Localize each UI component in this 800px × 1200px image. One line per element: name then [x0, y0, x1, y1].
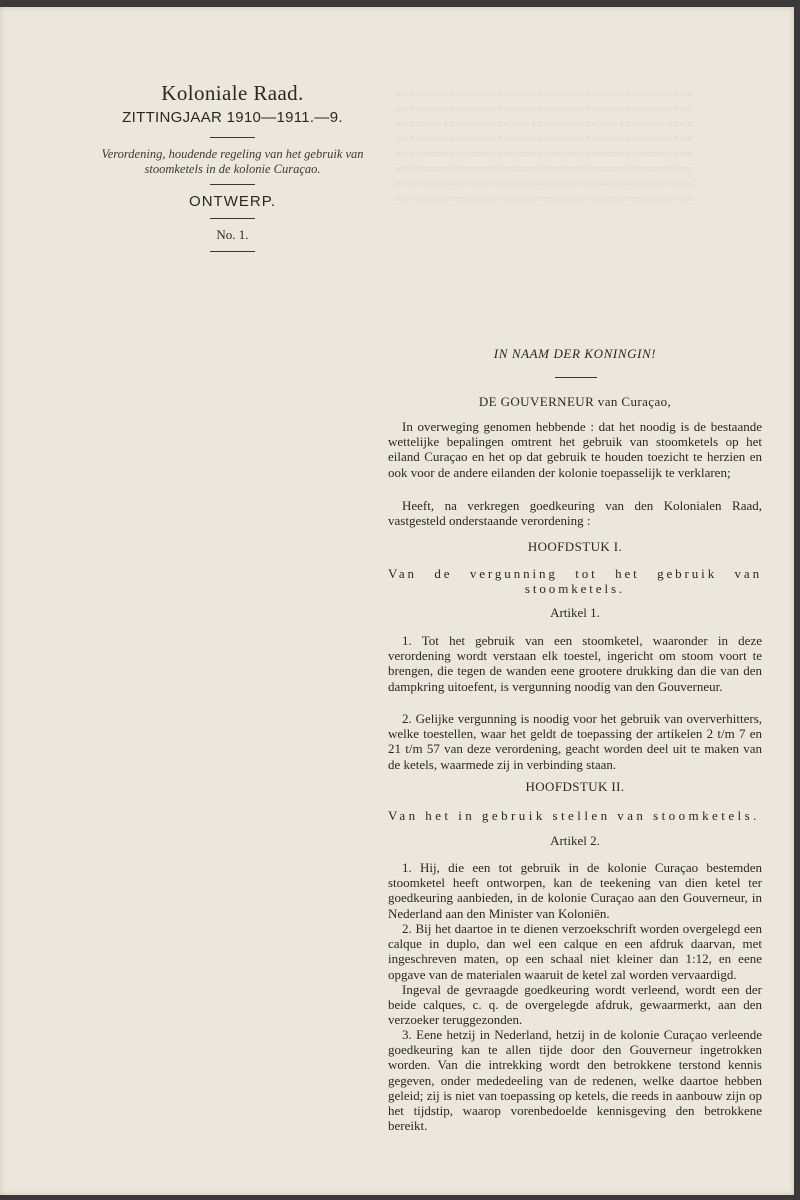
session-year: ZITTINGJAAR 1910—1911.—9. — [122, 109, 343, 126]
document-number: No. 1. — [216, 227, 249, 242]
council-title: Koloniale Raad. — [161, 81, 304, 105]
article-paragraph: Ingeval de gevraagde goedkeuring wordt verleend, wordt een der beide calques, c. q. de overgelegde afdruk, gewaarmerkt, aan den verzoeker teruggezonden. — [388, 982, 762, 1028]
invocation: IN NAAM DER KONINGIN! — [493, 346, 657, 361]
preamble-paragraph: In overweging genomen hebbende : dat het noodig is de bestaande wettelijke bepalingen omtrent het gebruik van stoomketels op het eiland Curaçao en het op dat gebruik te houden toezicht te herzien en ook voor de andere eilanden der kolonie toepasselijk te verklaren; — [388, 419, 762, 480]
divider — [210, 137, 255, 138]
governor-line: DE GOUVERNEUR van Curaçao, — [478, 394, 672, 409]
chapter-title: Van de vergunning tot het gebruik van stoomketels. — [388, 566, 762, 597]
divider — [555, 377, 597, 378]
article-paragraph: 3. Eene hetzij in Nederland, hetzij in de kolonie Curaçao verleende goedkeuring kan te allen tijde door den Gouverneur ingetrokken worden. Van die intrekking wordt den betrokkene terstond kennis gegeven, onder mededeeling van de redenen, welke daartoe hebben geleid; zij is niet van toepassing op ketels, die reeds in aanbouw zijn op het tijdstip, waarop vorenbedoelde kennisgeving den betrokkene bereikt. — [388, 1027, 762, 1134]
chapter-title: Van het in gebruik stellen van stoomketels. — [388, 808, 760, 823]
chapter-heading: HOOFDSTUK II. — [525, 779, 625, 794]
chapter-heading: HOOFDSTUK I. — [527, 539, 623, 554]
article-paragraph: 2. Gelijke vergunning is noodig voor het gebruik van oververhitters, welke toestellen, waar het geldt de toepassing der artikelen 2 t/m 7 en 21 t/m 57 van deze verordening, geacht worden deel uit te maken van de ketels, waarmede zij in verbinding staan. — [388, 711, 762, 772]
divider — [210, 184, 255, 185]
article-paragraph: 1. Hij, die een tot gebruik in de kolonie Curaçao bestemden stoomketel heeft ontworpen, kan de teekening van dien ketel ter goedkeuring aanbieden, in de kolonie Curaçao aan den Gouverneur, in Nederland aan den Minister van Koloniën. — [388, 860, 762, 921]
article-paragraph: 2. Bij het daartoe in te dienen verzoekschrift worden overgelegd een calque in duplo, dan wel een calque en een afdruk daarvan, met ingeschreven maten, op een schaal niet kleiner dan 1:12, en eene opgave van de materialen waaruit de ketel zal worden vervaardigd. — [388, 921, 762, 982]
preamble-paragraph: Heeft, na verkregen goedkeuring van den Kolonialen Raad, vastgesteld onderstaande verordening : — [388, 498, 762, 529]
article-heading: Artikel 1. — [550, 605, 600, 620]
divider — [210, 251, 255, 252]
divider — [210, 218, 255, 219]
article-paragraph: 1. Tot het gebruik van een stoomketel, waaronder in deze verordening wordt verstaan elk toestel, ingericht om stoom voort te brengen, die tegen de wanden eene grootere drukking dan die van den dampkring uitoefent, is vergunning noodig van den Gouverneur. — [388, 633, 762, 694]
draft-label: ONTWERP. — [189, 193, 276, 210]
show-through-texture: ≡≡≡≡≡≡≡≡≡≡≡≡≡≡≡≡≡≡≡≡≡≡≡≡≡≡≡≡≡≡≡≡≡≡≡≡≡≡≡≡≡≡≡≡ ≡≡≡≡≡≡≡≡≡≡≡≡≡≡≡≡≡≡≡≡≡≡≡≡≡≡≡≡≡≡≡≡≡≡≡≡≡≡≡≡≡≡≡≡ ≡≡≡≡≡≡≡≡≡≡≡≡≡≡≡≡≡≡≡≡≡≡≡≡≡≡≡≡≡≡≡≡≡≡≡≡≡≡≡≡≡≡≡≡ ≡≡≡≡≡≡≡≡≡≡≡≡≡≡≡≡≡≡≡≡≡≡≡≡≡≡≡≡≡≡≡≡≡≡≡≡≡≡≡≡≡≡≡≡ ≡≡≡≡≡≡≡≡≡≡≡≡≡≡≡≡≡≡≡≡≡≡≡≡≡≡≡≡≡≡≡≡≡≡≡≡≡≡≡≡≡≡≡≡ ≡≡≡≡≡≡≡≡≡≡≡≡≡≡≡≡≡≡≡≡≡≡≡≡≡≡≡≡≡≡≡≡≡≡≡≡≡≡≡≡≡≡≡≡ ≡≡≡≡≡≡≡≡≡≡≡≡≡≡≡≡≡≡≡≡≡≡≡≡≡≡≡≡≡≡≡≡≡≡≡≡≡≡≡≡≡≡≡≡ ≡≡≡≡≡≡≡≡≡≡≡≡≡≡≡≡≡≡≡≡≡≡≡≡≡≡≡≡≡≡≡≡≡≡≡≡≡≡≡≡≡≡≡≡ — [395, 87, 693, 206]
ordinance-subject: Verordening, houdende regeling van het gebruik van stoomketels in de kolonie Curaçao. — [101, 147, 364, 176]
article-heading: Artikel 2. — [550, 833, 600, 848]
document-page — [0, 7, 794, 1195]
